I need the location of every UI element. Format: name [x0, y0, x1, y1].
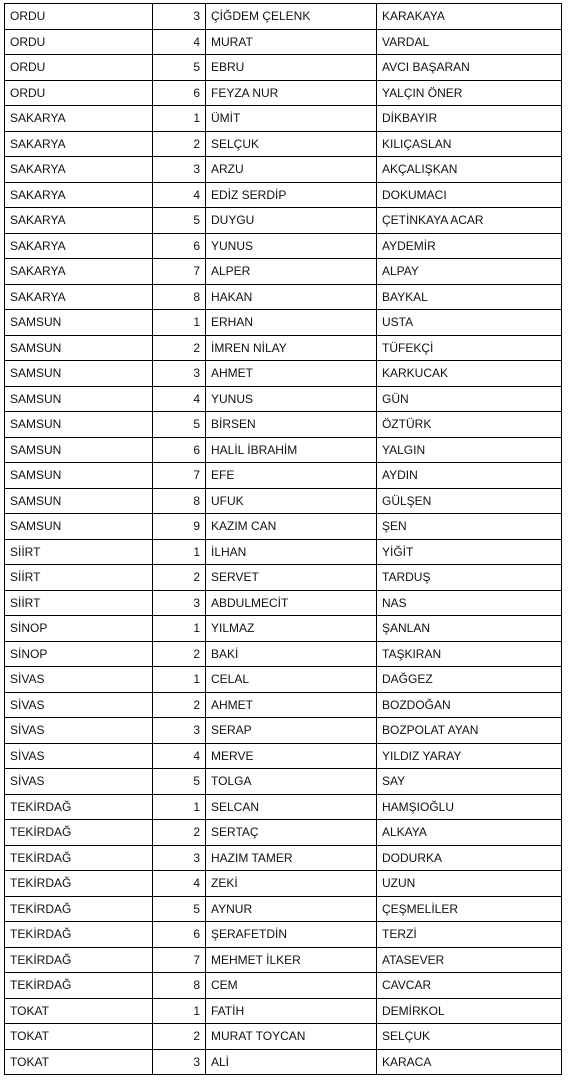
rank-cell: 1 [153, 998, 206, 1024]
first-name-cell: TOLGA [206, 769, 377, 795]
surname-cell: DAĞGEZ [377, 667, 562, 693]
rank-cell: 3 [153, 845, 206, 871]
rank-cell: 2 [153, 641, 206, 667]
table-row [5, 539, 562, 565]
rank-cell: 6 [153, 233, 206, 259]
surname-cell: DEMİRKOL [377, 998, 562, 1024]
first-name-cell: FEYZA NUR [206, 80, 377, 106]
table-row [5, 973, 562, 999]
province-cell: SAKARYA [5, 106, 153, 132]
table-row [5, 437, 562, 463]
table-row [5, 259, 562, 285]
province-cell: TEKİRDAĞ [5, 845, 153, 871]
rank-cell: 5 [153, 208, 206, 234]
rank-cell: 3 [153, 590, 206, 616]
table-row [5, 233, 562, 259]
province-cell: SİİRT [5, 539, 153, 565]
first-name-cell: BİRSEN [206, 412, 377, 438]
rank-cell: 4 [153, 743, 206, 769]
province-cell: SAMSUN [5, 463, 153, 489]
province-cell: SAKARYA [5, 182, 153, 208]
first-name-cell: SERAP [206, 718, 377, 744]
surname-cell: AKÇALIŞKAN [377, 157, 562, 183]
province-cell: TEKİRDAĞ [5, 794, 153, 820]
rank-cell: 8 [153, 284, 206, 310]
first-name-cell: SELCAN [206, 794, 377, 820]
table-row [5, 463, 562, 489]
rank-cell: 2 [153, 335, 206, 361]
table-row [5, 718, 562, 744]
rank-cell: 5 [153, 412, 206, 438]
province-cell: SİİRT [5, 565, 153, 591]
rank-cell: 4 [153, 871, 206, 897]
rank-cell: 7 [153, 947, 206, 973]
first-name-cell: EDİZ SERDİP [206, 182, 377, 208]
first-name-cell: HAKAN [206, 284, 377, 310]
province-cell: SAMSUN [5, 412, 153, 438]
rank-cell: 2 [153, 565, 206, 591]
first-name-cell: CEM [206, 973, 377, 999]
surname-cell: NAS [377, 590, 562, 616]
province-cell: SAMSUN [5, 310, 153, 336]
province-cell: TEKİRDAĞ [5, 947, 153, 973]
province-cell: SİVAS [5, 743, 153, 769]
rank-cell: 2 [153, 1024, 206, 1050]
first-name-cell: AYNUR [206, 896, 377, 922]
surname-cell: ŞEN [377, 514, 562, 540]
surname-cell: BOZDOĞAN [377, 692, 562, 718]
province-cell: SAKARYA [5, 259, 153, 285]
table-row [5, 998, 562, 1024]
first-name-cell: ŞERAFETDİN [206, 922, 377, 948]
rank-cell: 4 [153, 386, 206, 412]
table-row [5, 871, 562, 897]
table-row [5, 947, 562, 973]
surname-cell: ÇETİNKAYA ACAR [377, 208, 562, 234]
surname-cell: USTA [377, 310, 562, 336]
first-name-cell: SERVET [206, 565, 377, 591]
rank-cell: 1 [153, 794, 206, 820]
surname-cell: GÜLŞEN [377, 488, 562, 514]
province-cell: SAMSUN [5, 488, 153, 514]
surname-cell: GÜN [377, 386, 562, 412]
rank-cell: 6 [153, 80, 206, 106]
rank-cell: 5 [153, 769, 206, 795]
province-cell: SAKARYA [5, 208, 153, 234]
province-cell: SAMSUN [5, 335, 153, 361]
province-cell: SİNOP [5, 616, 153, 642]
table-row [5, 845, 562, 871]
province-cell: TEKİRDAĞ [5, 973, 153, 999]
surname-cell: BAYKAL [377, 284, 562, 310]
first-name-cell: AHMET [206, 692, 377, 718]
province-cell: TEKİRDAĞ [5, 820, 153, 846]
rank-cell: 3 [153, 361, 206, 387]
table-row [5, 667, 562, 693]
rank-cell: 1 [153, 667, 206, 693]
surname-cell: TERZİ [377, 922, 562, 948]
province-cell: TEKİRDAĞ [5, 896, 153, 922]
table-row [5, 412, 562, 438]
province-cell: SAMSUN [5, 386, 153, 412]
surname-cell: ÇEŞMELİLER [377, 896, 562, 922]
first-name-cell: ZEKİ [206, 871, 377, 897]
province-cell: SAKARYA [5, 284, 153, 310]
rank-cell: 4 [153, 182, 206, 208]
province-cell: SİİRT [5, 590, 153, 616]
province-cell: TEKİRDAĞ [5, 871, 153, 897]
table-row [5, 55, 562, 81]
rank-cell: 6 [153, 922, 206, 948]
surname-cell: UZUN [377, 871, 562, 897]
surname-cell: AVCI BAŞARAN [377, 55, 562, 81]
first-name-cell: DUYGU [206, 208, 377, 234]
table-row [5, 284, 562, 310]
first-name-cell: ALİ [206, 1049, 377, 1075]
first-name-cell: UFUK [206, 488, 377, 514]
surname-cell: DOKUMACI [377, 182, 562, 208]
surname-cell: AYDEMİR [377, 233, 562, 259]
rank-cell: 3 [153, 157, 206, 183]
rank-cell: 1 [153, 616, 206, 642]
province-cell: SİVAS [5, 667, 153, 693]
first-name-cell: ÜMİT [206, 106, 377, 132]
surname-cell: YİĞİT [377, 539, 562, 565]
first-name-cell: MURAT [206, 29, 377, 55]
surname-cell: YALÇIN ÖNER [377, 80, 562, 106]
table-row [5, 922, 562, 948]
province-cell: TOKAT [5, 1049, 153, 1075]
first-name-cell: YILMAZ [206, 616, 377, 642]
table-row [5, 310, 562, 336]
first-name-cell: FATİH [206, 998, 377, 1024]
surname-cell: YILDIZ YARAY [377, 743, 562, 769]
province-cell: SAMSUN [5, 437, 153, 463]
rank-cell: 2 [153, 820, 206, 846]
first-name-cell: ALPER [206, 259, 377, 285]
rank-cell: 3 [153, 4, 206, 30]
surname-cell: DODURKA [377, 845, 562, 871]
rank-cell: 4 [153, 29, 206, 55]
first-name-cell: ERHAN [206, 310, 377, 336]
rank-cell: 5 [153, 55, 206, 81]
province-cell: SAMSUN [5, 361, 153, 387]
table-row [5, 182, 562, 208]
table-row [5, 820, 562, 846]
surname-cell: VARDAL [377, 29, 562, 55]
first-name-cell: SELÇUK [206, 131, 377, 157]
table-row [5, 4, 562, 30]
rank-cell: 5 [153, 896, 206, 922]
rank-cell: 1 [153, 310, 206, 336]
table-row [5, 896, 562, 922]
surname-cell: KARAKAYA [377, 4, 562, 30]
surname-cell: ALKAYA [377, 820, 562, 846]
first-name-cell: MURAT TOYCAN [206, 1024, 377, 1050]
rank-cell: 9 [153, 514, 206, 540]
table-row [5, 514, 562, 540]
table-row [5, 335, 562, 361]
surname-cell: ALPAY [377, 259, 562, 285]
candidate-table-body [5, 4, 562, 1075]
province-cell: SAMSUN [5, 514, 153, 540]
candidate-table-container [4, 3, 561, 1075]
first-name-cell: YUNUS [206, 386, 377, 412]
table-row [5, 361, 562, 387]
table-row [5, 157, 562, 183]
province-cell: ORDU [5, 55, 153, 81]
surname-cell: HAMŞIOĞLU [377, 794, 562, 820]
rank-cell: 3 [153, 718, 206, 744]
surname-cell: TAŞKIRAN [377, 641, 562, 667]
first-name-cell: EBRU [206, 55, 377, 81]
rank-cell: 2 [153, 131, 206, 157]
table-row [5, 1024, 562, 1050]
first-name-cell: İMREN NİLAY [206, 335, 377, 361]
surname-cell: ŞANLAN [377, 616, 562, 642]
rank-cell: 6 [153, 437, 206, 463]
surname-cell: CAVCAR [377, 973, 562, 999]
province-cell: TEKİRDAĞ [5, 922, 153, 948]
province-cell: TOKAT [5, 1024, 153, 1050]
first-name-cell: SERTAÇ [206, 820, 377, 846]
province-cell: SİNOP [5, 641, 153, 667]
first-name-cell: YUNUS [206, 233, 377, 259]
surname-cell: ATASEVER [377, 947, 562, 973]
table-row [5, 616, 562, 642]
province-cell: SİVAS [5, 692, 153, 718]
first-name-cell: ÇİĞDEM ÇELENK [206, 4, 377, 30]
first-name-cell: İLHAN [206, 539, 377, 565]
surname-cell: SELÇUK [377, 1024, 562, 1050]
surname-cell: BOZPOLAT AYAN [377, 718, 562, 744]
first-name-cell: MEHMET İLKER [206, 947, 377, 973]
surname-cell: KARKUCAK [377, 361, 562, 387]
first-name-cell: ARZU [206, 157, 377, 183]
surname-cell: TÜFEKÇİ [377, 335, 562, 361]
surname-cell: KARACA [377, 1049, 562, 1075]
province-cell: SAKARYA [5, 131, 153, 157]
surname-cell: SAY [377, 769, 562, 795]
first-name-cell: EFE [206, 463, 377, 489]
province-cell: ORDU [5, 4, 153, 30]
table-row [5, 29, 562, 55]
table-row [5, 386, 562, 412]
table-row [5, 1049, 562, 1075]
surname-cell: DİKBAYIR [377, 106, 562, 132]
table-row [5, 794, 562, 820]
table-row [5, 488, 562, 514]
province-cell: SİVAS [5, 769, 153, 795]
table-row [5, 80, 562, 106]
province-cell: SİVAS [5, 718, 153, 744]
first-name-cell: CELAL [206, 667, 377, 693]
first-name-cell: KAZIM CAN [206, 514, 377, 540]
table-row [5, 208, 562, 234]
table-row [5, 769, 562, 795]
rank-cell: 2 [153, 692, 206, 718]
rank-cell: 1 [153, 106, 206, 132]
surname-cell: YALGIN [377, 437, 562, 463]
table-row [5, 743, 562, 769]
province-cell: SAKARYA [5, 157, 153, 183]
first-name-cell: HALİL İBRAHİM [206, 437, 377, 463]
rank-cell: 8 [153, 973, 206, 999]
first-name-cell: MERVE [206, 743, 377, 769]
province-cell: ORDU [5, 29, 153, 55]
province-cell: TOKAT [5, 998, 153, 1024]
rank-cell: 7 [153, 259, 206, 285]
first-name-cell: HAZIM TAMER [206, 845, 377, 871]
surname-cell: TARDUŞ [377, 565, 562, 591]
candidate-table [4, 3, 562, 1075]
rank-cell: 3 [153, 1049, 206, 1075]
rank-cell: 1 [153, 539, 206, 565]
rank-cell: 8 [153, 488, 206, 514]
table-row [5, 641, 562, 667]
rank-cell: 7 [153, 463, 206, 489]
table-row [5, 692, 562, 718]
first-name-cell: AHMET [206, 361, 377, 387]
first-name-cell: BAKİ [206, 641, 377, 667]
province-cell: ORDU [5, 80, 153, 106]
table-row [5, 106, 562, 132]
province-cell: SAKARYA [5, 233, 153, 259]
surname-cell: AYDIN [377, 463, 562, 489]
first-name-cell: ABDULMECİT [206, 590, 377, 616]
table-row [5, 131, 562, 157]
table-row [5, 590, 562, 616]
table-row [5, 565, 562, 591]
surname-cell: KILIÇASLAN [377, 131, 562, 157]
surname-cell: ÖZTÜRK [377, 412, 562, 438]
